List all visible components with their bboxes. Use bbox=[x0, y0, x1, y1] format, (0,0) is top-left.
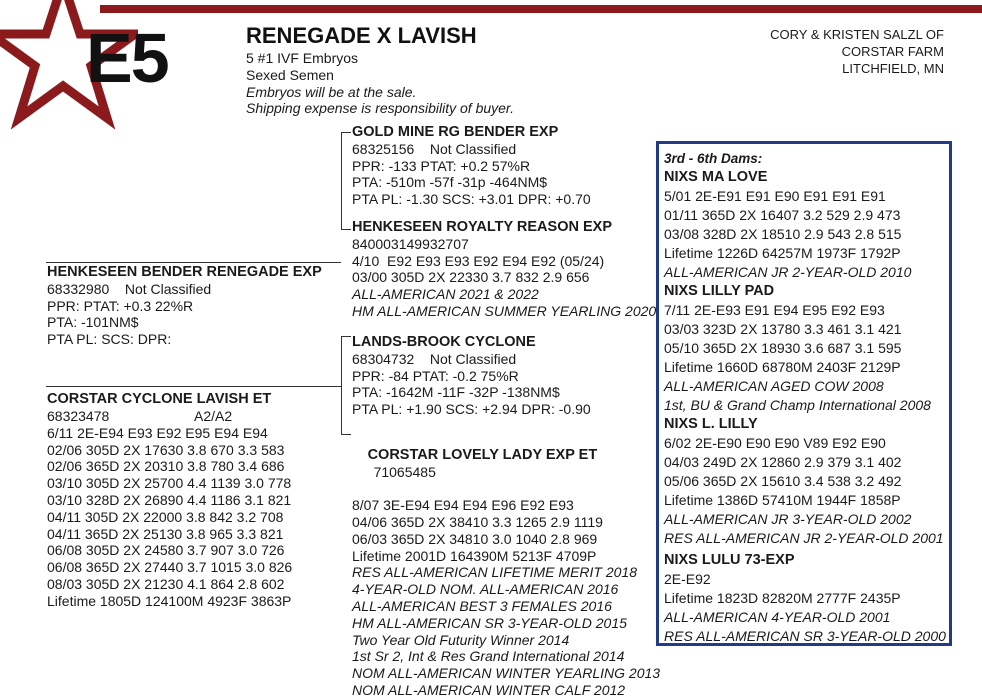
sire-sire-line: PTA: -510m -57f -31p -464NM$ bbox=[352, 174, 548, 191]
dam-record: Lifetime 1805D 124100M 4923F 3863P bbox=[47, 592, 292, 609]
dam-entry-note: RES ALL-AMERICAN JR 2-YEAR-OLD 2001 bbox=[664, 530, 944, 546]
dam-record: 06/08 305D 2X 24580 3.7 907 3.0 726 bbox=[47, 542, 285, 559]
dam-entry-line: 05/06 365D 2X 15610 3.4 538 3.2 492 bbox=[664, 473, 902, 489]
dam-dam-note: 4-YEAR-OLD NOM. ALL-AMERICAN 2016 bbox=[352, 581, 619, 598]
dam-record: 08/03 305D 2X 21230 4.1 864 2.8 602 bbox=[47, 575, 285, 592]
dam-block bbox=[47, 391, 337, 610]
dam-record: 03/10 305D 2X 25700 4.4 1139 3.0 778 bbox=[47, 475, 292, 492]
dam-dam-block bbox=[352, 429, 661, 699]
owner-line: LITCHFIELD, MN bbox=[842, 61, 944, 76]
owner-line: CORSTAR FARM bbox=[841, 44, 944, 59]
dam-entry-note: ALL-AMERICAN JR 3-YEAR-OLD 2002 bbox=[664, 511, 912, 527]
bracket-line bbox=[341, 229, 351, 230]
sire-line: PTA: -101NM$ bbox=[47, 314, 139, 331]
sire-sire-line: PTA PL: -1.30 SCS: +3.01 DPR: +0.70 bbox=[352, 191, 591, 208]
header-line: Sexed Semen bbox=[246, 66, 334, 83]
dam-dam-note: HM ALL-AMERICAN SR 3-YEAR-OLD 2015 bbox=[352, 614, 627, 631]
dam-dam-header bbox=[352, 429, 652, 497]
dam-record: 02/06 365D 2X 20310 3.8 780 3.4 686 bbox=[47, 458, 285, 475]
dam-entry-name: NIXS LILLY PAD bbox=[664, 283, 775, 299]
dam-entry-line: Lifetime 1226D 64257M 1973F 1792P bbox=[664, 245, 901, 261]
owner-block bbox=[770, 26, 944, 77]
dam-dam-note: NOM ALL-AMERICAN WINTER YEARLING 2013 bbox=[352, 665, 661, 682]
dam-dam-line: 8/07 3E-E94 E94 E94 E96 E92 E93 bbox=[352, 497, 574, 514]
sire-dam-block bbox=[352, 219, 657, 320]
dam-entry-note: 1st, BU & Grand Champ International 2008 bbox=[664, 397, 931, 413]
dam-sire-block bbox=[352, 334, 652, 418]
dam-record: 02/06 305D 2X 17630 3.8 670 3.3 583 bbox=[47, 441, 285, 458]
dam-entry-line: 04/03 249D 2X 12860 2.9 379 3.1 402 bbox=[664, 454, 902, 470]
sire-sire-name: GOLD MINE RG BENDER EXP bbox=[352, 124, 559, 140]
bracket-line bbox=[341, 132, 351, 133]
dam-record: 06/08 365D 2X 27440 3.7 1015 3.0 826 bbox=[47, 559, 293, 576]
dams-heading: 3rd - 6th Dams: bbox=[664, 151, 763, 166]
dam-entry-line: 5/01 2E-E91 E91 E90 E91 E91 E91 bbox=[664, 188, 886, 204]
dam-entry-note: ALL-AMERICAN JR 2-YEAR-OLD 2010 bbox=[664, 264, 912, 280]
dam-dam-line: 04/06 365D 2X 38410 3.3 1265 2.9 1119 bbox=[352, 513, 603, 530]
dam-sire-name: LANDS-BROOK CYCLONE bbox=[352, 334, 536, 350]
dam-dam-note: NOM ALL-AMERICAN WINTER CALF 2012 bbox=[352, 681, 626, 698]
dam-name: CORSTAR CYCLONE LAVISH ET bbox=[47, 391, 272, 407]
dam-id: 68323478 bbox=[47, 407, 110, 424]
dam-entry-line: 03/03 323D 2X 13780 3.3 461 3.1 421 bbox=[664, 321, 902, 337]
dams-box bbox=[664, 149, 950, 646]
dam-entry-line: Lifetime 1660D 68780M 2403F 2129P bbox=[664, 359, 901, 375]
header-line: 5 #1 IVF Embryos bbox=[246, 50, 359, 66]
sire-block bbox=[47, 264, 347, 348]
lot-number: E5 bbox=[86, 19, 168, 97]
sire-line: PTA PL: SCS: DPR: bbox=[47, 331, 172, 348]
sire-sire-line: 68325156 Not Classified bbox=[352, 140, 517, 157]
dam-class: A2/A2 bbox=[194, 407, 233, 424]
sire-sire-line: PPR: -133 PTAT: +0.2 57%R bbox=[352, 157, 531, 174]
dam-entry-name: NIXS LULU 73-EXP bbox=[664, 552, 795, 568]
dam-entry-note: ALL-AMERICAN AGED COW 2008 bbox=[664, 378, 884, 394]
dam-entry-line: 7/11 2E-E93 E91 E94 E95 E92 E93 bbox=[664, 302, 885, 318]
header-bar bbox=[100, 5, 982, 13]
lot-title: RENEGADE X LAVISH bbox=[246, 23, 477, 48]
dam-entry-name: NIXS MA LOVE bbox=[664, 169, 768, 185]
sire-line: 68332980 Not Classified bbox=[47, 280, 212, 297]
dam-record: 04/11 305D 2X 22000 3.8 842 3.2 708 bbox=[47, 508, 284, 525]
owner-line: CORY & KRISTEN SALZL OF bbox=[770, 27, 944, 42]
dam-dam-id: 71065485 bbox=[373, 463, 436, 480]
dam-entry-line: 05/10 365D 2X 18930 3.6 687 3.1 595 bbox=[664, 340, 902, 356]
sire-name: HENKESEEN BENDER RENEGADE EXP bbox=[47, 264, 322, 280]
sire-dam-line: 840003149932707 bbox=[352, 235, 469, 252]
bracket-line bbox=[341, 434, 351, 435]
sire-dam-line: 03/00 305D 2X 22330 3.7 832 2.9 656 bbox=[352, 269, 590, 286]
dam-dam-note: RES ALL-AMERICAN LIFETIME MERIT 2018 bbox=[352, 564, 637, 581]
dam-record: 6/11 2E-E94 E93 E92 E95 E94 E94 bbox=[47, 424, 268, 441]
dam-entry-note: RES ALL-AMERICAN SR 3-YEAR-OLD 2000 bbox=[664, 628, 946, 644]
dam-entry-line: 01/11 365D 2X 16407 3.2 529 2.9 473 bbox=[664, 207, 901, 223]
header-note: Embryos will be at the sale. bbox=[246, 83, 417, 100]
sire-dam-note: ALL-AMERICAN 2021 & 2022 bbox=[352, 286, 539, 303]
sire-dam-line: 4/10 E92 E93 E93 E92 E94 E92 (05/24) bbox=[352, 252, 605, 269]
title-block bbox=[246, 23, 666, 117]
dam-sire-line: PTA PL: +1.90 SCS: +2.94 DPR: -0.90 bbox=[352, 401, 591, 418]
dam-record: 04/11 365D 2X 25130 3.8 965 3.3 821 bbox=[47, 525, 284, 542]
dam-entry-line: Lifetime 1823D 82820M 2777F 2435P bbox=[664, 590, 901, 606]
dam-entry-note: ALL-AMERICAN 4-YEAR-OLD 2001 bbox=[664, 609, 891, 625]
bracket-line bbox=[46, 262, 341, 263]
dam-entry-line: 03/08 328D 2X 18510 2.9 543 2.8 515 bbox=[664, 226, 902, 242]
sire-dam-note: HM ALL-AMERICAN SUMMER YEARLING 2020 bbox=[352, 302, 657, 319]
dam-entry-name: NIXS L. LILLY bbox=[664, 416, 758, 432]
dam-dam-line: 06/03 365D 2X 34810 3.0 1040 2.8 969 bbox=[352, 530, 598, 547]
dam-entry-line: 6/02 2E-E90 E90 E90 V89 E92 E90 bbox=[664, 435, 886, 451]
bracket-line bbox=[341, 132, 342, 229]
dam-sire-line: PPR: -84 PTAT: -0.2 75%R bbox=[352, 367, 519, 384]
bracket-line bbox=[341, 336, 342, 434]
bracket-line bbox=[46, 386, 341, 387]
dam-dam-note: 1st Sr 2, Int & Res Grand International 2014 bbox=[352, 648, 625, 665]
dam-dam-note: Two Year Old Futurity Winner 2014 bbox=[352, 631, 570, 648]
sire-sire-block bbox=[352, 124, 652, 208]
dam-dam-note: ALL-AMERICAN BEST 3 FEMALES 2016 bbox=[352, 597, 612, 614]
sire-line: PPR: PTAT: +0.3 22%R bbox=[47, 297, 194, 314]
dam-entry-line: Lifetime 1386D 57410M 1944F 1858P bbox=[664, 492, 901, 508]
dam-record: 03/10 328D 2X 26890 4.4 1186 3.1 821 bbox=[47, 491, 292, 508]
dam-dam-name: CORSTAR LOVELY LADY EXP ET bbox=[367, 446, 598, 463]
dam-dam-line: Lifetime 2001D 164390M 5213F 4709P bbox=[352, 547, 597, 564]
dam-entry-line: 2E-E92 bbox=[664, 571, 711, 587]
dam-sire-line: PTA: -1642M -11F -32P -138NM$ bbox=[352, 384, 560, 401]
sire-dam-name: HENKESEEN ROYALTY REASON EXP bbox=[352, 219, 612, 235]
dam-sire-line: 68304732 Not Classified bbox=[352, 350, 517, 367]
header-note: Shipping expense is responsibility of buyer. bbox=[246, 100, 514, 117]
